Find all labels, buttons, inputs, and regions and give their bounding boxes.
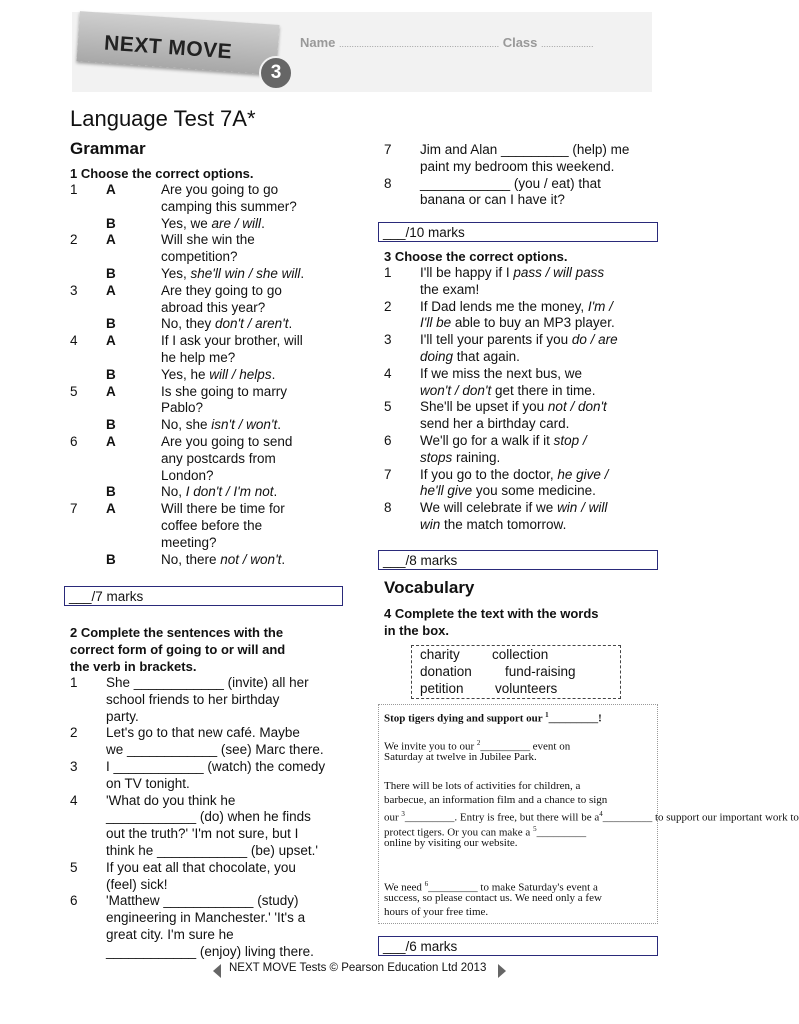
- italic-option: he give /: [557, 466, 609, 482]
- next-arrow-icon: [498, 964, 506, 978]
- word-box-item: volunteers: [495, 681, 558, 696]
- sentence-line[interactable]: [420, 399, 607, 416]
- vocabulary-heading: Vocabulary: [384, 578, 475, 597]
- text-run: .: [288, 316, 293, 332]
- word-box-item: fund-raising: [505, 664, 576, 679]
- item-number: 6: [70, 893, 78, 909]
- text-run: our: [384, 812, 402, 825]
- sentence-line[interactable]: Let's go to that new café. Maybe: [106, 725, 300, 741]
- text-run: .: [273, 484, 278, 500]
- text-run: No,: [161, 484, 186, 500]
- text-line: [384, 779, 580, 793]
- text-run: We invite you to our: [384, 740, 477, 753]
- sentence-line[interactable]: [420, 299, 613, 316]
- gap-number: 6: [424, 880, 429, 888]
- level-badge: 3: [259, 56, 293, 90]
- text-run: We need: [384, 881, 425, 894]
- gap-number: 5: [533, 824, 537, 833]
- question-line: Are they going to go: [161, 282, 282, 298]
- text-run: you some medicine.: [472, 483, 596, 499]
- text-run: hours of your free time.: [384, 906, 489, 919]
- sentence-line[interactable]: great city. I'm sure he: [106, 927, 234, 942]
- option-b-label: B: [106, 417, 116, 433]
- name-class-field: [300, 35, 594, 50]
- word-box-item: collection: [492, 647, 549, 662]
- sentence-line[interactable]: [420, 483, 596, 500]
- question-line: competition?: [161, 249, 238, 265]
- sentence-line[interactable]: ____________ (do) when he finds: [106, 809, 311, 825]
- item-number: 2: [384, 298, 392, 314]
- italic-option: are / will: [211, 215, 262, 231]
- item-number: 4: [70, 333, 78, 349]
- text-run: If you go to the doctor,: [420, 466, 558, 482]
- text-line: [384, 836, 518, 850]
- prev-arrow-icon: [213, 964, 221, 978]
- item-number: 3: [70, 759, 78, 774]
- sentence-line[interactable]: engineering in Manchester.' 'It's a: [106, 910, 306, 926]
- option-a-label: A: [106, 434, 116, 449]
- text-line: [384, 891, 602, 905]
- word-box-item: donation: [420, 664, 472, 679]
- text-run: We will celebrate if we: [420, 500, 558, 516]
- question-line: Are you going to send: [161, 434, 293, 449]
- text-run: .: [281, 551, 286, 567]
- item-number: 4: [384, 365, 392, 381]
- sentence-line[interactable]: She ____________ (invite) all her: [106, 675, 309, 690]
- text-line: [384, 793, 607, 807]
- answer-choice[interactable]: [161, 417, 281, 434]
- italic-option: I'm /: [587, 298, 613, 314]
- italic-option: won't / don't: [420, 382, 492, 398]
- ex3-instruction: 3 Choose the correct options.: [384, 249, 568, 264]
- text-run: the match tomorrow.: [440, 517, 567, 532]
- sentence-line[interactable]: [420, 383, 596, 400]
- text-run: .: [277, 417, 281, 433]
- option-a-label: A: [106, 333, 116, 349]
- sentence-line[interactable]: (feel) sick!: [106, 876, 168, 892]
- item-number: 5: [70, 383, 78, 399]
- italic-option: pass / will pass: [513, 265, 605, 280]
- option-b-label: B: [106, 484, 116, 500]
- italic-option: she'll win / she will: [190, 266, 301, 281]
- grammar-heading: Grammar: [70, 139, 146, 158]
- item-number: 7: [384, 466, 392, 482]
- item-number: 7: [70, 501, 78, 517]
- sentence-line[interactable]: out the truth?' 'I'm not sure, but I: [106, 826, 299, 842]
- sentence-line[interactable]: [420, 282, 479, 299]
- italic-option: I don't / I'm not: [185, 484, 274, 500]
- answer-choice[interactable]: [161, 266, 304, 283]
- sentence-line[interactable]: [420, 517, 566, 534]
- text-run: She'll be upset if you: [420, 399, 548, 415]
- text-run: No, she: [161, 417, 212, 433]
- italic-option: not / don't: [547, 399, 607, 415]
- item-number: 8: [384, 500, 392, 516]
- text-run: get there in time.: [491, 382, 596, 398]
- italic-option: win: [420, 517, 441, 532]
- text-run: Yes, he: [161, 366, 210, 382]
- text-run: the exam!: [420, 281, 480, 297]
- item-number: 6: [70, 434, 78, 449]
- answer-choice[interactable]: [161, 552, 285, 569]
- name-dots: ................................................................: [339, 39, 500, 49]
- text-run: protect tigers. Or you can make a: [384, 826, 534, 839]
- sentence-line[interactable]: think he ____________ (be) upset.': [106, 843, 318, 858]
- option-b-label: B: [106, 215, 116, 231]
- question-line: he help me?: [161, 350, 236, 365]
- sentence-line[interactable]: on TV tonight.: [106, 775, 190, 791]
- item-number: 2: [70, 725, 78, 741]
- sentence-line[interactable]: I ____________ (watch) the comedy: [106, 759, 326, 774]
- option-a-label: A: [106, 383, 116, 399]
- item-number: 1: [70, 182, 78, 197]
- item-number: 8: [384, 175, 392, 191]
- ex1-instruction: 1 Choose the correct options.: [70, 166, 254, 181]
- italic-option: he'll give: [420, 483, 473, 499]
- question-line: abroad this year?: [161, 299, 266, 315]
- sentence-line[interactable]: [420, 366, 582, 383]
- answer-choice[interactable]: [161, 367, 275, 384]
- item-number: 4: [70, 792, 78, 808]
- sentence-line[interactable]: If you eat all that chocolate, you: [106, 859, 296, 875]
- page-title: Language Test 7A*: [70, 106, 256, 131]
- italic-option: isn't / won't: [211, 417, 278, 433]
- sentence-line[interactable]: [420, 349, 520, 366]
- option-b-label: B: [106, 316, 116, 332]
- text-title: [384, 708, 602, 726]
- item-number: 2: [70, 232, 78, 248]
- item-number: 7: [384, 142, 392, 157]
- class-label: Class: [502, 35, 538, 50]
- gap-number: 4: [599, 810, 603, 819]
- italic-option: stop /: [553, 433, 587, 448]
- italic-option: do / are: [571, 332, 618, 348]
- italic-option: don't / aren't: [215, 316, 289, 332]
- question-line: London?: [161, 467, 214, 483]
- item-number: 6: [384, 433, 392, 448]
- ex4-marks[interactable]: ___/6 marks: [378, 936, 658, 956]
- sentence-line[interactable]: 'What do you think he: [106, 792, 236, 808]
- text-run: .: [261, 215, 265, 231]
- option-a-label: A: [106, 182, 116, 197]
- sentence-line[interactable]: [420, 467, 608, 484]
- italic-option: win / will: [557, 500, 608, 516]
- text-run: Yes, we: [161, 215, 212, 231]
- answer-choice[interactable]: [161, 216, 265, 233]
- question-line: Pablo?: [161, 400, 204, 416]
- italic-option: doing: [420, 349, 454, 364]
- gap-number: 3: [401, 810, 405, 819]
- item-number: 3: [384, 332, 392, 348]
- ex2-marks[interactable]: ___/10 marks: [378, 222, 658, 242]
- ex2-instruction-line: the verb in brackets.: [70, 658, 197, 674]
- text-run: If we miss the next bus, we: [420, 365, 583, 381]
- text-run: There will be lots of activities for children, a: [384, 780, 581, 792]
- italic-option: not / won't: [220, 551, 282, 567]
- italic-option: I'll be: [420, 315, 452, 331]
- text-run: I'll be happy if I: [420, 265, 514, 280]
- ex2-instruction-line: correct form of going to or will and: [70, 641, 286, 657]
- option-b-label: B: [106, 551, 116, 567]
- gap-number: 1: [545, 711, 549, 719]
- logo-text: NEXT MOVE: [103, 31, 233, 64]
- text-run: We'll go for a walk if it: [420, 433, 554, 448]
- word-box-item: charity: [420, 647, 460, 662]
- footer-text: NEXT MOVE Tests © Pearson Education Ltd 2013: [229, 962, 487, 974]
- text-run: raining.: [452, 449, 501, 465]
- item-number: 5: [70, 859, 78, 875]
- text-run: No, they: [161, 316, 216, 332]
- ex2-instruction-line: 2 Complete the sentences with the: [70, 625, 284, 640]
- sentence-line[interactable]: [420, 332, 618, 349]
- answer-choice[interactable]: [161, 484, 277, 501]
- question-line: Is she going to marry: [161, 383, 288, 399]
- sentence-line[interactable]: [420, 315, 615, 332]
- question-line: Will there be time for: [161, 501, 285, 517]
- sentence-line[interactable]: party.: [106, 708, 139, 724]
- item-number: 1: [70, 675, 78, 690]
- text-run: Saturday at twelve in Jubilee Park.: [384, 751, 537, 764]
- option-b-label: B: [106, 366, 116, 382]
- question-line: Will she win the: [161, 232, 255, 248]
- ex4-instruction-line: 4 Complete the text with the words: [384, 606, 599, 621]
- text-run: If Dad lends me the money,: [420, 298, 588, 314]
- text-line: [384, 750, 537, 764]
- ex4-instruction-line: in the box.: [384, 622, 449, 638]
- question-line: camping this summer?: [161, 198, 297, 214]
- gap-number: 2: [476, 739, 481, 747]
- text-run[interactable]: _________ to support our important work to: [602, 812, 799, 825]
- option-b-label: B: [106, 266, 116, 281]
- sentence-line[interactable]: Jim and Alan _________ (help) me: [420, 142, 630, 157]
- sentence-line[interactable]: ____________ (enjoy) living there.: [106, 943, 314, 959]
- question-line: meeting?: [161, 534, 217, 550]
- text-run: .: [300, 266, 305, 281]
- sentence-line[interactable]: paint my bedroom this weekend.: [420, 158, 615, 174]
- answer-choice[interactable]: [161, 316, 292, 333]
- text-run[interactable]: _________. Entry is free, but there will be a: [404, 812, 600, 825]
- question-line: Are you going to go: [161, 182, 279, 197]
- item-number: 5: [384, 399, 392, 415]
- text-run: success, so please contact us. We need only a few: [384, 892, 602, 905]
- class-dots: .....................: [541, 39, 594, 49]
- sentence-line[interactable]: school friends to her birthday: [106, 691, 280, 707]
- text-run[interactable]: _________ event on: [480, 740, 571, 753]
- text-line: [384, 905, 488, 919]
- sentence-line[interactable]: 'Matthew ____________ (study): [106, 893, 299, 909]
- text-run: .: [271, 366, 276, 382]
- word-box-item: petition: [420, 681, 464, 696]
- sentence-line[interactable]: [420, 500, 607, 517]
- sentence-line[interactable]: [420, 265, 604, 282]
- ex3-marks[interactable]: ___/8 marks: [378, 550, 658, 570]
- italic-option: will / helps: [209, 366, 272, 382]
- question-line: coffee before the: [161, 518, 263, 533]
- item-number: 3: [70, 282, 78, 298]
- sentence-line[interactable]: we ____________ (see) Marc there.: [106, 742, 324, 758]
- option-a-label: A: [106, 282, 116, 298]
- text-run: that again.: [453, 349, 520, 364]
- option-a-label: A: [106, 501, 116, 517]
- sentence-line[interactable]: [420, 416, 569, 433]
- text-run: send her a birthday card.: [420, 416, 570, 432]
- gap-blank[interactable]: _________!: [548, 712, 602, 725]
- title-text: Stop tigers dying and support our: [384, 712, 543, 725]
- text-run: able to buy an MP3 player.: [451, 315, 615, 331]
- sentence-line[interactable]: [420, 450, 500, 467]
- sentence-line[interactable]: ____________ (you / eat) that: [420, 175, 601, 191]
- name-label: Name: [300, 35, 336, 50]
- question-line: any postcards from: [161, 450, 276, 466]
- text-run[interactable]: _________: [536, 826, 587, 839]
- text-run[interactable]: _________ to make Saturday's event a: [428, 881, 598, 894]
- italic-option: stops: [420, 449, 453, 465]
- sentence-line[interactable]: [420, 433, 587, 450]
- text-run: No, there: [161, 551, 221, 567]
- question-line: If I ask your brother, will: [161, 333, 303, 349]
- option-a-label: A: [106, 232, 116, 248]
- text-run: Yes,: [161, 266, 191, 281]
- text-run: online by visiting our website.: [384, 836, 518, 849]
- ex1-marks[interactable]: ___/7 marks: [64, 586, 343, 606]
- text-run: I'll tell your parents if you: [420, 332, 572, 348]
- sentence-line[interactable]: banana or can I have it?: [420, 192, 565, 208]
- item-number: 1: [384, 265, 392, 280]
- text-run: barbecue, an information film and a chance to sign: [384, 794, 608, 807]
